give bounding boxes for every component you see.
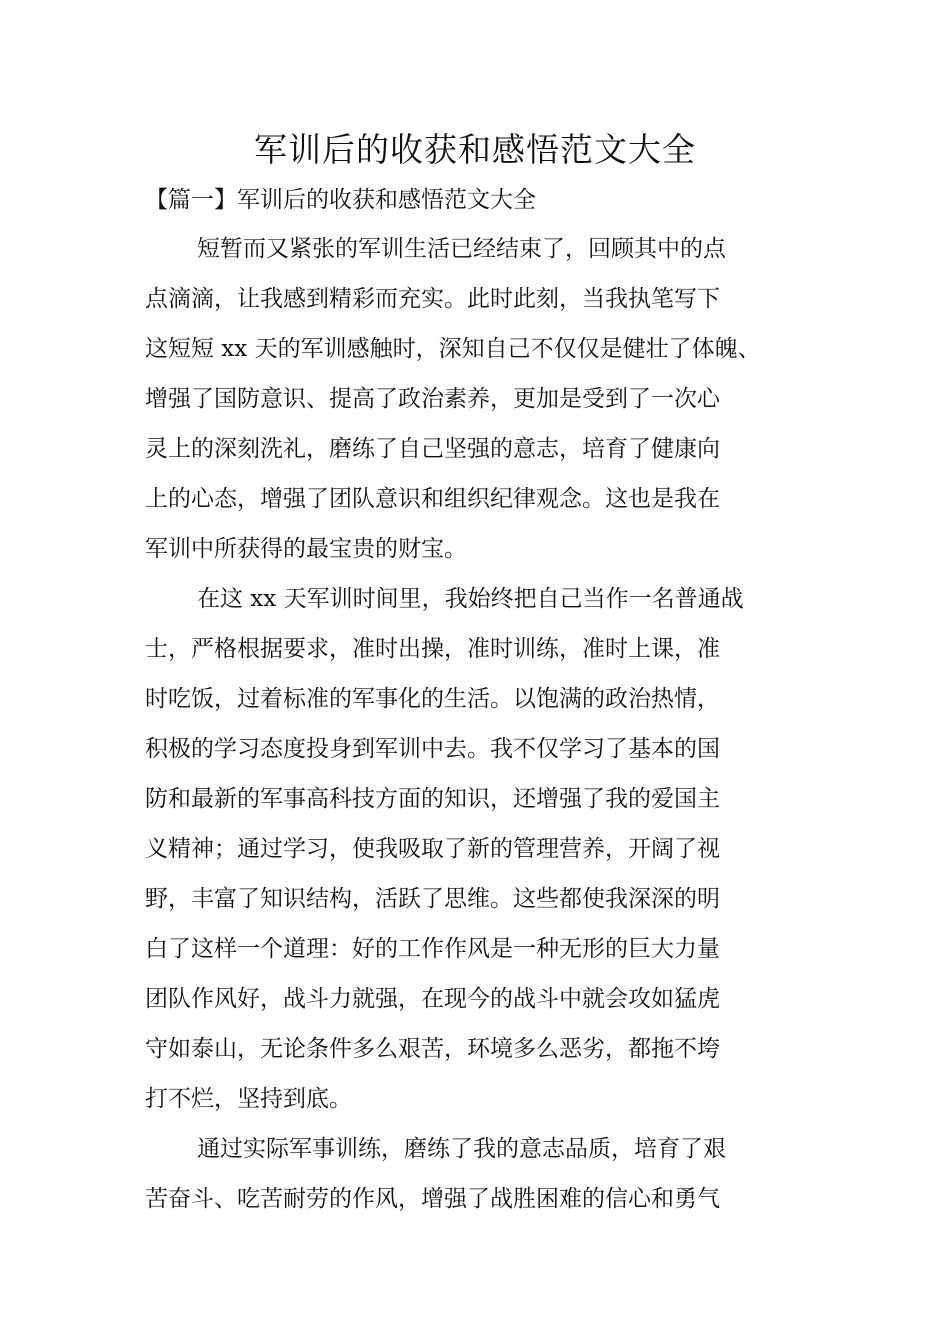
- paragraph-line: 团队作风好，战斗力就强，在现今的战斗中就会攻如猛虎: [145, 986, 720, 1012]
- paragraph-line: 灵上的深刻洗礼，磨练了自己坚强的意志，培育了健康向: [145, 436, 720, 462]
- paragraph-line: 积极的学习态度投身到军训中去。我不仅学习了基本的国: [145, 736, 720, 762]
- paragraph-line: 白了这样一个道理：好的工作作风是一种无形的巨大力量: [145, 936, 720, 962]
- paragraph-line: 短暂而又紧张的军训生活已经结束了，回顾其中的点: [197, 236, 726, 262]
- paragraph-line: 守如泰山，无论条件多么艰苦，环境多么恶劣，都拖不垮: [145, 1036, 720, 1062]
- paragraph-line: 通过实际军事训练，磨练了我的意志品质，培育了艰: [197, 1136, 726, 1162]
- paragraph-line: 增强了国防意识、提高了政治素养，更加是受到了一次心: [145, 386, 720, 412]
- paragraph-line: 士，严格根据要求，准时出操，准时训练，准时上课，准: [145, 636, 720, 662]
- paragraph-line: 上的心态，增强了团队意识和组织纪律观念。这也是我在: [145, 486, 720, 512]
- paragraph-line: 在这 xx 天军训时间里，我始终把自己当作一名普通战: [197, 586, 744, 612]
- paragraph-line: 苦奋斗、吃苦耐劳的作风，增强了战胜困难的信心和勇气: [145, 1186, 720, 1212]
- paragraph-line: 义精神；通过学习，使我吸取了新的管理营养，开阔了视: [145, 836, 720, 862]
- paragraph-line: 打不烂，坚持到底。: [145, 1086, 352, 1112]
- paragraph-line: 这短短 xx 天的军训感触时，深知自己不仅仅是健壮了体魄、: [145, 336, 761, 362]
- paragraph-line: 点滴滴，让我感到精彩而充实。此时此刻，当我执笔写下: [145, 286, 720, 312]
- section-heading: 【篇一】军训后的收获和感悟范文大全: [145, 187, 536, 213]
- document-title: 军训后的收获和感悟范文大全: [254, 130, 696, 169]
- paragraph-line: 野，丰富了知识结构，活跃了思维。这些都使我深深的明: [145, 886, 720, 912]
- paragraph-line: 时吃饭，过着标准的军事化的生活。以饱满的政治热情，: [145, 686, 720, 712]
- paragraph-line: 军训中所获得的最宝贵的财宝。: [145, 536, 467, 562]
- paragraph-line: 防和最新的军事高科技方面的知识，还增强了我的爱国主: [145, 786, 720, 812]
